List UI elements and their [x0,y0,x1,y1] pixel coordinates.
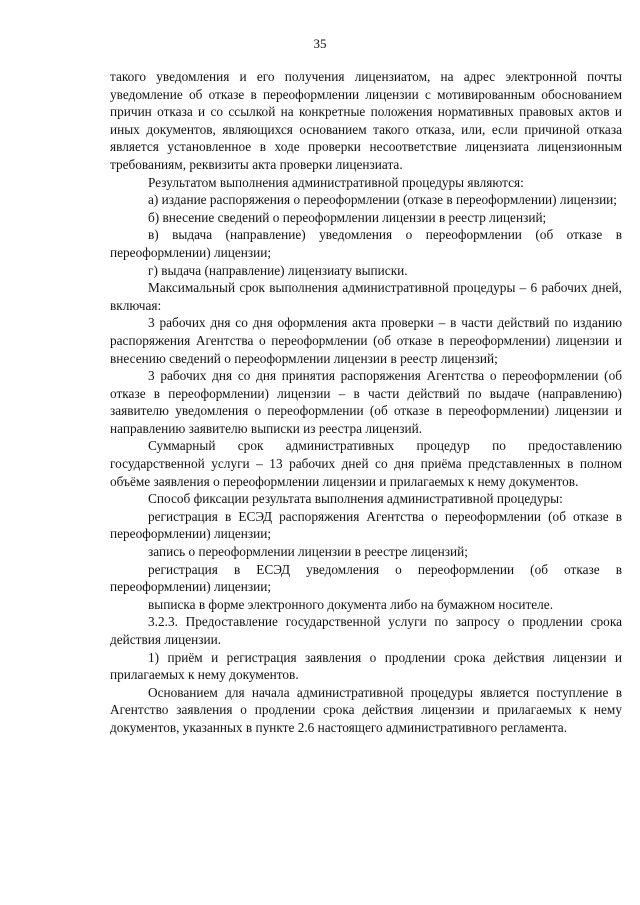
section-heading: 3.2.3. Предоставление государственной услуги по запросу о продлении срока действия лицензии. [110,614,622,647]
list-item: запись о переоформлении лицензии в реестре лицензий; [148,544,468,560]
document-body [110,68,622,737]
list-item: г) выдача (направление) лицензиату выписки. [148,262,408,278]
paragraph: 3 рабочих дня со дня оформления акта проверки – в части действий по изданию распоряжения Агентства о переоформлении (об отказе в переоформлении) лицензии и внесению сведений о переоформлении лицензии в реестр лицензий; [110,315,622,366]
paragraph: Максимальный срок выполнения административной процедуры – 6 рабочих дней, включая: [110,280,622,313]
paragraph: Основанием для начала административной процедуры является поступление в Агентство заявления о продлении срока действия лицензии и прилагаемых к нему документов, указанных в пункте 2.6 настоящего административного регламента. [110,684,622,735]
paragraph: 1) приём и регистрация заявления о продлении срока действия лицензии и прилагаемых к нему документов. [110,649,622,683]
list-item: в) выдача (направление) уведомления о переоформлении (об отказе в переоформлении) лицензии; [110,227,622,260]
paragraph: Результатом выполнения административной процедуры являются: [148,174,524,190]
paragraph: Суммарный срок административных процедур по предоставлению государственной услуги – 13 рабочих дней со дня приёма представленных в полном объёме заявления о переоформлении лицензии и прилагаемых к нему документов. [110,438,622,489]
list-item: регистрация в ЕСЭД уведомления о переоформлении (об отказе в переоформлении) лицензии; [110,561,622,595]
list-item: б) внесение сведений о переоформлении лицензии в реестр лицензий; [148,209,547,225]
paragraph: 3 рабочих дня со дня принятия распоряжения Агентства о переоформлении (об отказе в переоформлении) лицензии – в части действий по выдаче (направлению) заявителю уведомления о переоформлении (об отказе в переоформлении) лицензии и направлению заявителю выписки из реестра лицензий. [110,368,622,436]
list-item: выписка в форме электронного документа либо на бумажном носителе. [148,596,554,612]
page-number: 35 [313,36,327,51]
list-item: а) издание распоряжения о переоформлении (отказе в переоформлении) лицензии; [148,192,617,208]
paragraph: Способ фиксации результата выполнения административной процедуры: [148,491,563,507]
paragraph: такого уведомления и его получения лицензиатом, на адрес электронной почты уведомление об отказе в переоформлении лицензии с мотивированным обоснованием причин отказа и со ссылкой на конкретные положения нормативных правовых актов и иных документов, являющихся основанием такого отказа, или, если причиной отказа является установленное в ходе проверки несоответствие лицензиата лицензионным требованиям, реквизиты акта проверки лицензиата. [110,69,622,172]
list-item: регистрация в ЕСЭД распоряжения Агентства о переоформлении (об отказе в переоформлении) лицензии; [110,508,622,542]
